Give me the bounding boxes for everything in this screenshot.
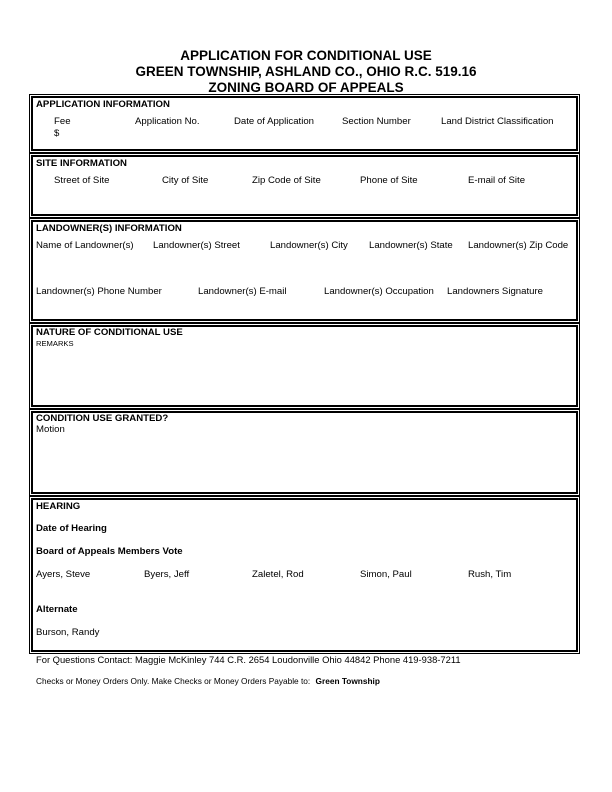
landowner-zip-label: Landowner(s) Zip Code bbox=[468, 240, 569, 251]
landowner-email-label: Landowner(s) E-mail bbox=[198, 286, 287, 297]
member-byers: Byers, Jeff bbox=[144, 569, 190, 580]
landowner-section bbox=[31, 220, 578, 321]
site-phone-label: Phone of Site bbox=[360, 175, 418, 186]
landowner-phone-label: Landowner(s) Phone Number bbox=[36, 286, 162, 297]
hearing-date-label: Date of Hearing bbox=[36, 523, 107, 534]
payment-line bbox=[36, 676, 380, 686]
application-info-heading: APPLICATION INFORMATION bbox=[36, 99, 170, 110]
site-street-label: Street of Site bbox=[54, 175, 110, 186]
member-simon: Simon, Paul bbox=[360, 569, 412, 580]
nature-heading: NATURE OF CONDITIONAL USE bbox=[36, 327, 183, 338]
remarks-label: REMARKS bbox=[36, 339, 74, 348]
motion-label: Motion bbox=[36, 424, 65, 435]
landowner-heading: LANDOWNER(S) INFORMATION bbox=[36, 223, 182, 234]
township-line: GREEN TOWNSHIP, ASHLAND CO., OHIO R.C. 519.16 bbox=[135, 64, 477, 79]
application-date-label: Date of Application bbox=[234, 116, 315, 127]
member-ayers: Ayers, Steve bbox=[36, 569, 91, 580]
application-number-label: Application No. bbox=[135, 116, 200, 127]
hearing-heading: HEARING bbox=[36, 501, 81, 512]
landowner-name-label: Name of Landowner(s) bbox=[36, 240, 134, 251]
member-zaletel: Zaletel, Rod bbox=[252, 569, 304, 580]
payment-instructions: Checks or Money Orders Only. Make Checks or Money Orders Payable to: bbox=[36, 676, 311, 686]
payee-name: Green Township bbox=[315, 676, 380, 686]
contact-line: For Questions Contact: Maggie McKinley 744 C.R. 2654 Loudonville Ohio 44842 Phone 419-938-7211 bbox=[36, 654, 461, 665]
landowner-state-label: Landowner(s) State bbox=[369, 240, 453, 251]
alternate-member: Burson, Randy bbox=[36, 627, 100, 638]
alternate-heading: Alternate bbox=[36, 604, 78, 615]
site-zip-label: Zip Code of Site bbox=[252, 175, 321, 186]
site-email-label: E-mail of Site bbox=[468, 175, 526, 186]
members-vote-label: Board of Appeals Members Vote bbox=[36, 546, 183, 557]
landowner-street-label: Landowner(s) Street bbox=[153, 240, 240, 251]
member-rush: Rush, Tim bbox=[468, 569, 512, 580]
section-number-label: Section Number bbox=[342, 116, 411, 127]
site-city-label: City of Site bbox=[162, 175, 209, 186]
fee-label: Fee bbox=[54, 116, 71, 127]
landowner-occupation-label: Landowner(s) Occupation bbox=[324, 286, 434, 297]
fee-dollar-sign: $ bbox=[54, 128, 60, 139]
landowner-city-label: Landowner(s) City bbox=[270, 240, 348, 251]
site-info-heading: SITE INFORMATION bbox=[36, 158, 127, 169]
board-line: ZONING BOARD OF APPEALS bbox=[208, 80, 404, 95]
form-title: APPLICATION FOR CONDITIONAL USE bbox=[180, 48, 432, 63]
granted-heading: CONDITION USE GRANTED? bbox=[36, 413, 169, 424]
landowner-signature-label: Landowners Signature bbox=[447, 286, 544, 297]
land-district-label: Land District Classification bbox=[441, 116, 554, 127]
